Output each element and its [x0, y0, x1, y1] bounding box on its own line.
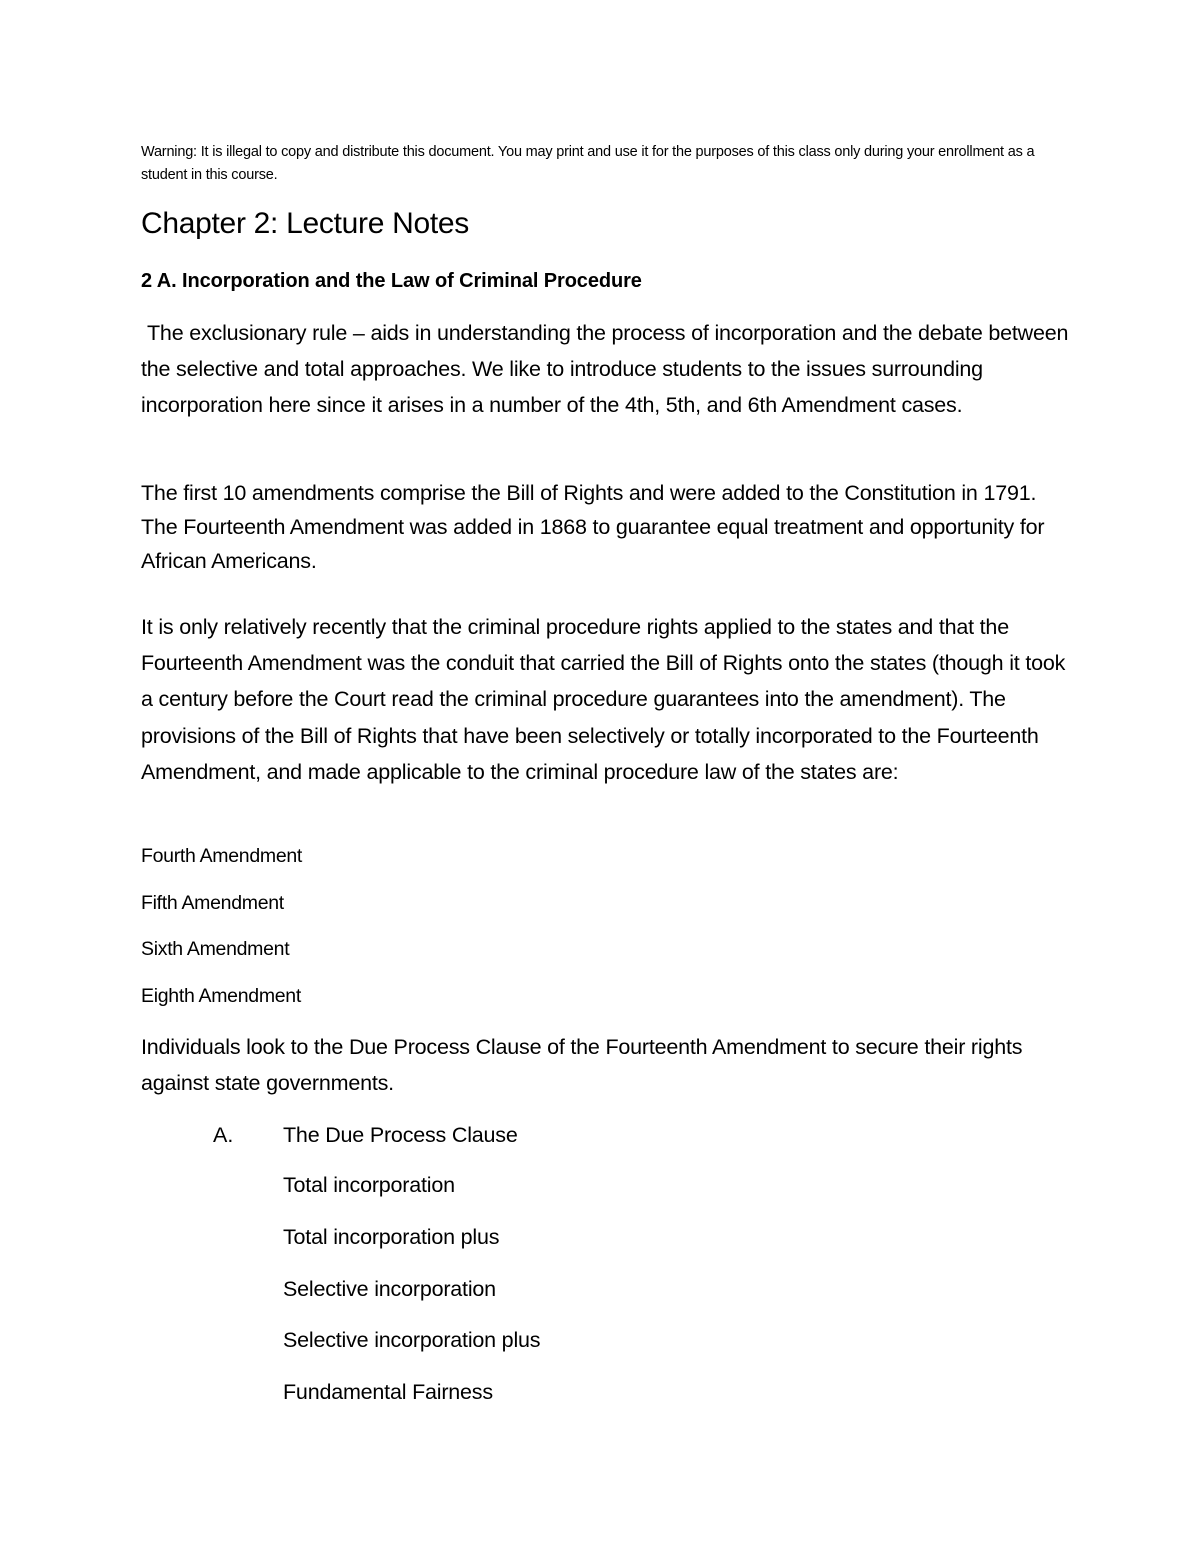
chapter-title: Chapter 2: Lecture Notes	[141, 207, 469, 240]
outline-item: Fundamental Fairness	[283, 1380, 493, 1404]
paragraph-due-process: Individuals look to the Due Process Clause of the Fourteenth Amendment to secure their rights against state governments.	[141, 1035, 1023, 1096]
paragraph-exclusionary-rule: The exclusionary rule – aids in understanding the process of incorporation and the debate between the selective and total approaches. We like to introduce students to the issues surrounding incorporation here since it arises in a number of the 4th, 5th, and 6th Amendment cases.	[141, 321, 1069, 418]
outline-item: Total incorporation plus	[283, 1225, 500, 1249]
amendment-list-item: Sixth Amendment	[141, 938, 290, 960]
paragraph-incorporation-history: It is only relatively recently that the criminal procedure rights applied to the states and that the Fourteenth Amendment was the conduit that carried the Bill of Rights onto the states (though it took a century before the Court read the criminal procedure guarantees into the amendment). The provisions of the Bill of Rights that have been selectively or totally incorporated to the Fourteenth Amendment, and made applicable to the criminal procedure law of the states are:	[141, 615, 1066, 784]
outline-item: Selective incorporation plus	[283, 1328, 541, 1352]
amendment-list-item: Fourth Amendment	[141, 845, 303, 867]
outline-marker: A.	[213, 1123, 234, 1147]
amendment-list-item: Fifth Amendment	[141, 892, 284, 914]
outline-item: Selective incorporation	[283, 1277, 496, 1301]
amendment-list-item: Eighth Amendment	[141, 985, 301, 1007]
paragraph-bill-of-rights: The first 10 amendments comprise the Bill of Rights and were added to the Constitution in 1791. The Fourteenth Amendment was added in 1868 to guarantee equal treatment and opportunity for African Americans.	[141, 481, 1045, 573]
outline-item-due-process-clause: The Due Process Clause	[283, 1123, 518, 1147]
section-heading: 2 A. Incorporation and the Law of Criminal Procedure	[141, 270, 642, 292]
outline-item: Total incorporation	[283, 1173, 455, 1197]
copyright-warning: Warning: It is illegal to copy and distribute this document. You may print and use it for the purposes of this class only during your enrollment as a student in this course.	[141, 144, 1035, 183]
